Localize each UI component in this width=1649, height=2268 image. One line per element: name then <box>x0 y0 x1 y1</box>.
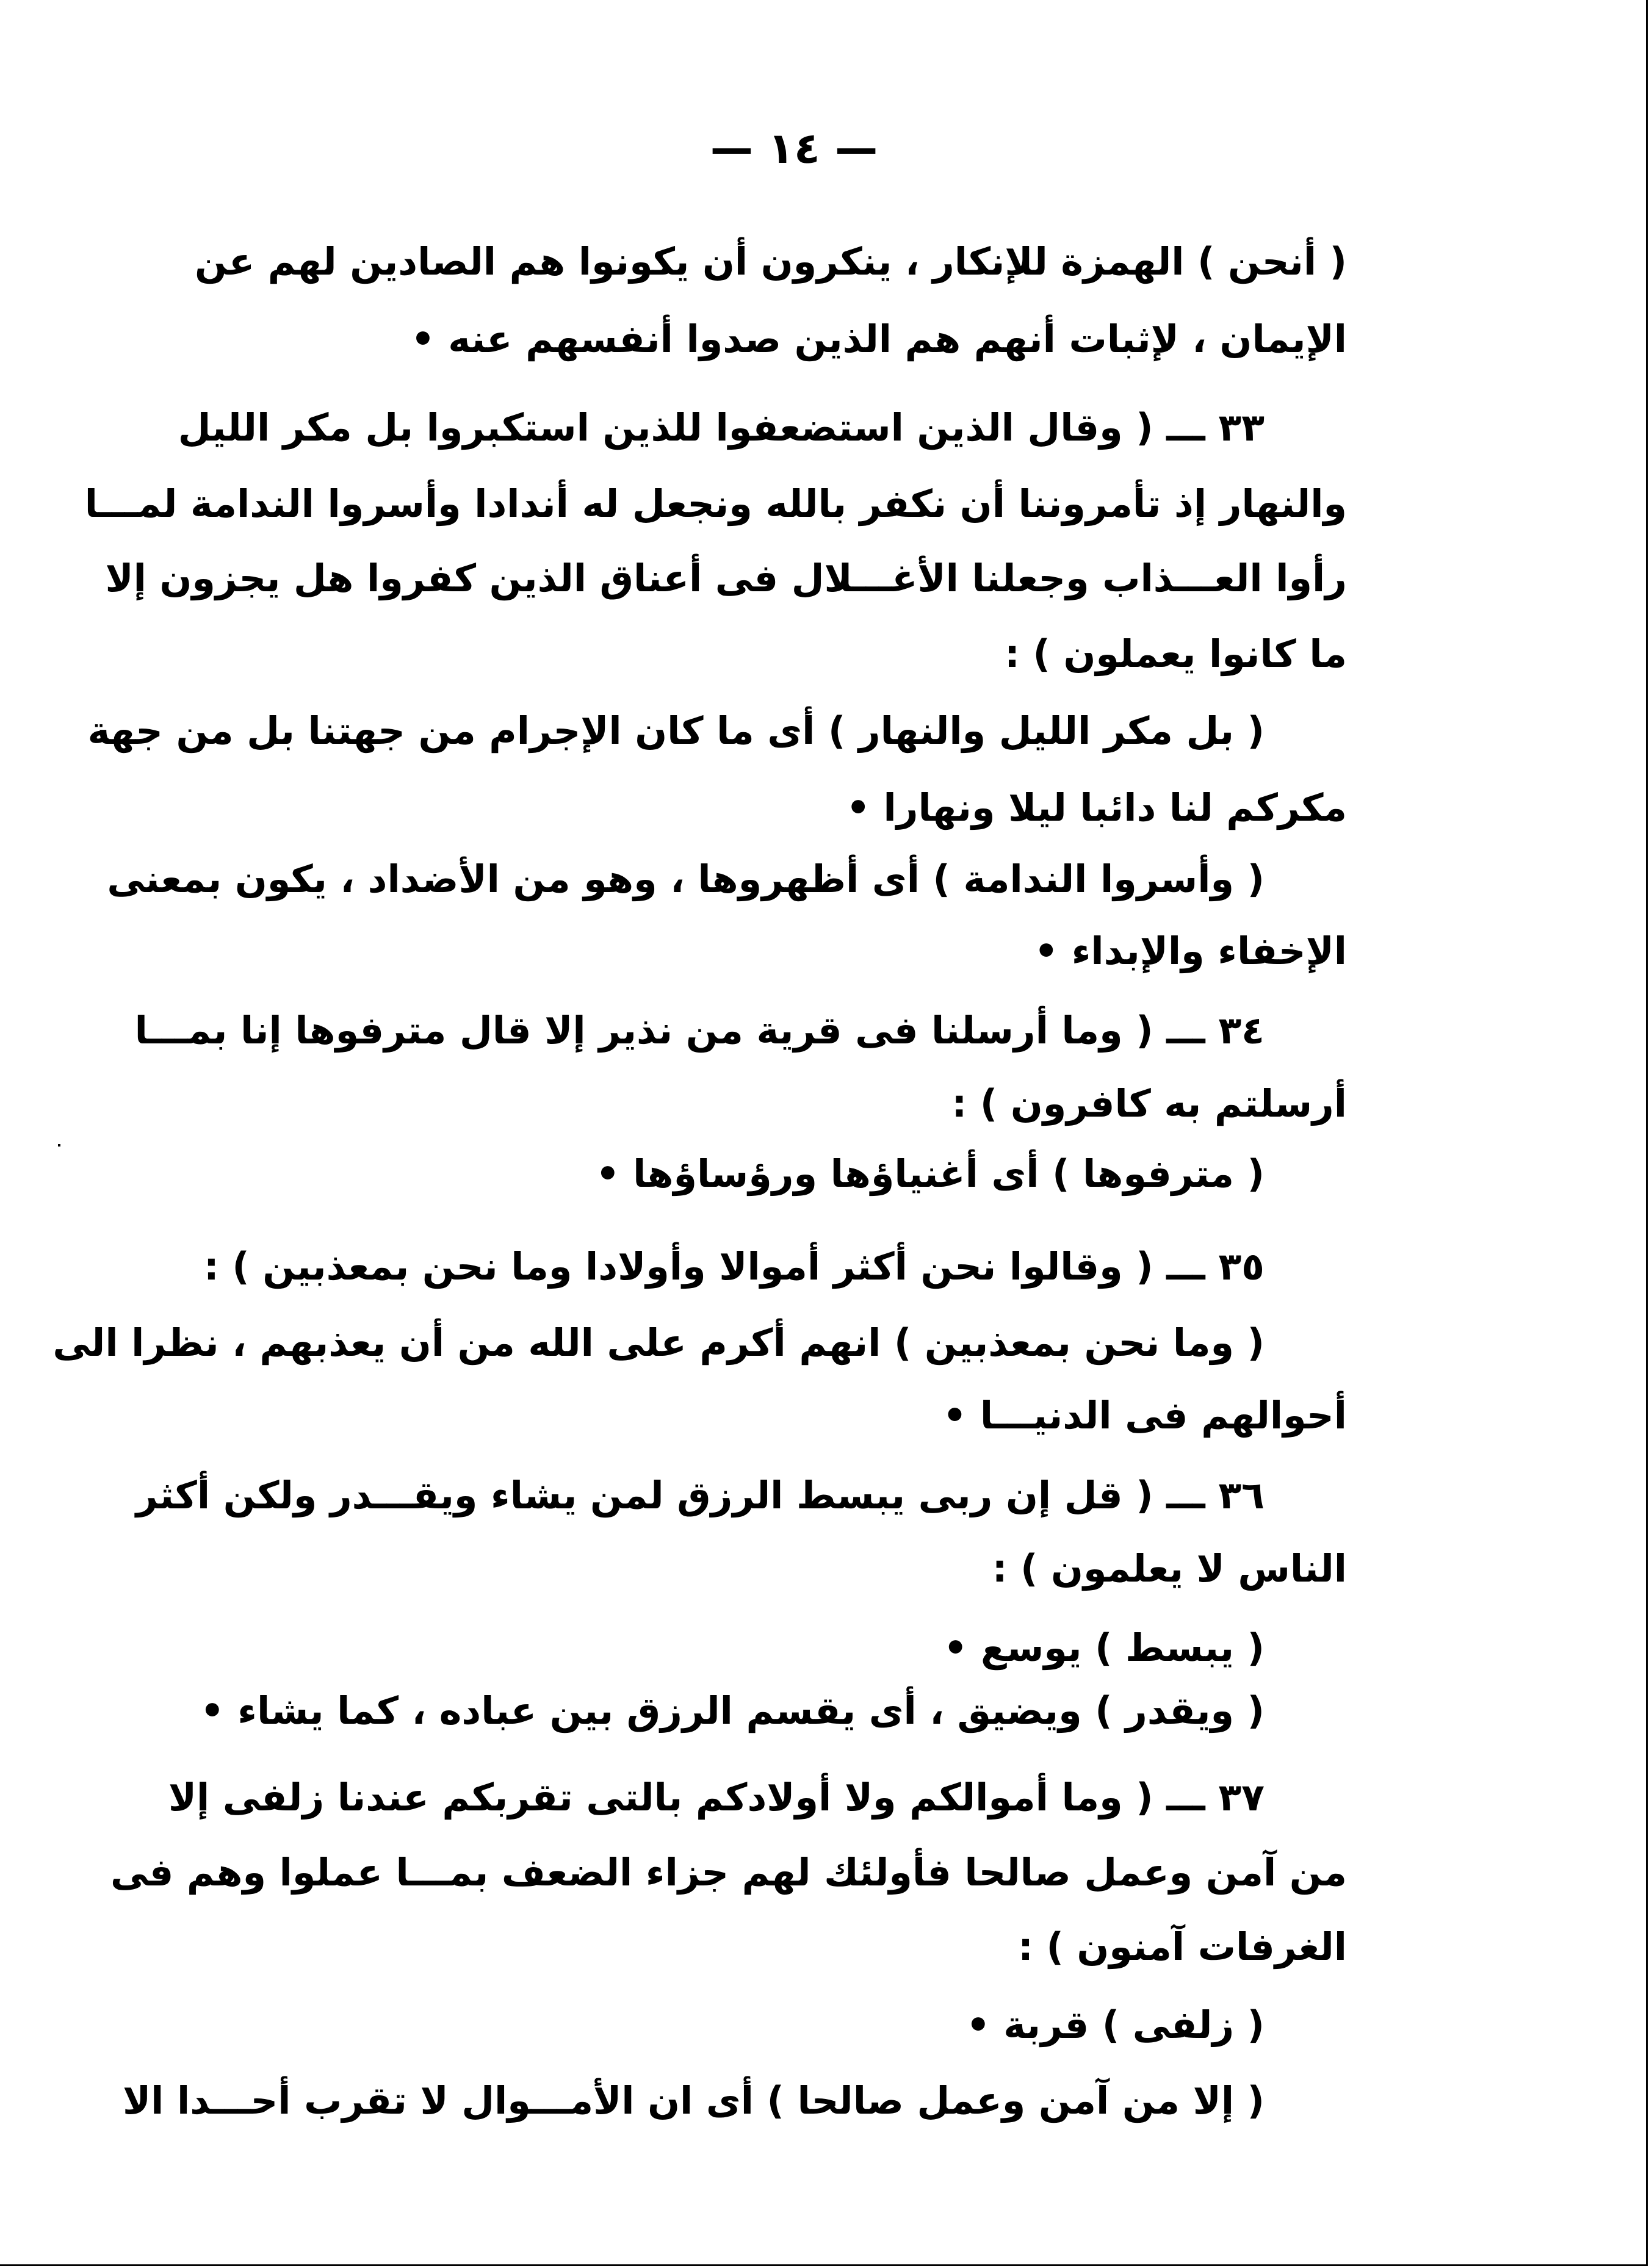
text-line: ( يبسط ) يوسع • <box>943 1625 1265 1670</box>
text-line: ( بل مكر الليل والنهار ) أى ما كان الإجرام من جهتنا بل من جهة <box>87 708 1265 753</box>
scan-speck <box>58 1144 60 1147</box>
text-line: ( ويقدر ) ويضيق ، أى يقسم الرزق بين عباده ، كما يشاء • <box>200 1688 1265 1733</box>
text-line: الغرفات آمنون ) : <box>1018 1924 1347 1969</box>
text-line: رأوا العـــذاب وجعلنا الأغـــلال فى أعناق الذين كفروا هل يجزون إلا <box>105 556 1347 600</box>
text-line: ( وأسروا الندامة ) أى أظهروها ، وهو من الأضداد ، يكون بمعنى <box>107 857 1265 901</box>
text-line: ٣٥ ـــ ( وقالوا نحن أكثر أموالا وأولادا وما نحن بمعذبين ) : <box>203 1244 1265 1289</box>
text-line: ٣٤ ـــ ( وما أرسلنا فى قرية من نذير إلا قال مترفوها إنا بمـــا <box>134 1008 1265 1053</box>
text-line: ( زلفى ) قربة • <box>965 2003 1265 2047</box>
text-line: ٣٦ ـــ ( قل إن ربى يبسط الرزق لمن يشاء ويقـــدر ولكن أكثر <box>135 1473 1265 1517</box>
text-line: الناس لا يعلمون ) : <box>992 1546 1347 1591</box>
text-line: ٣٣ ـــ ( وقال الذين استضعفوا للذين استكبروا بل مكر الليل <box>178 405 1265 450</box>
page-number: — ١٤ — <box>710 123 878 173</box>
text-line: ( أنحن ) الهمزة للإنكار ، ينكرون أن يكونوا هم الصادين لهم عن <box>195 239 1347 284</box>
text-line: أرسلتم به كافرون ) : <box>951 1081 1347 1126</box>
text-line: الإيمان ، لإثبات أنهم هم الذين صدوا أنفسهم عنه • <box>411 317 1347 361</box>
text-line: مكركم لنا دائبا ليلا ونهارا • <box>846 785 1347 830</box>
text-line: والنهار إذ تأمروننا أن نكفر بالله ونجعل له أندادا وأسروا الندامة لمـــا <box>84 481 1347 526</box>
text-line: ٣٧ ـــ ( وما أموالكم ولا أولادكم بالتى تقربكم عندنا زلفى إلا <box>168 1775 1265 1820</box>
text-line: ( إلا من آمن وعمل صالحا ) أى ان الأمـــوال لا تقرب أحـــدا الا <box>122 2078 1265 2123</box>
text-line: ( وما نحن بمعذبين ) انهم أكرم على الله من أن يعذبهم ، نظرا الى <box>52 1320 1265 1365</box>
text-line: من آمن وعمل صالحا فأولئك لهم جزاء الضعف بمـــا عملوا وهم فى <box>110 1850 1347 1895</box>
text-line: أحوالهم فى الدنيـــا • <box>942 1393 1347 1438</box>
text-line: ما كانوا يعملون ) : <box>1005 632 1347 676</box>
text-line: ( مترفوها ) أى أغنياؤها ورؤساؤها • <box>595 1151 1265 1196</box>
text-line: الإخفاء والإبداء • <box>1034 929 1347 973</box>
